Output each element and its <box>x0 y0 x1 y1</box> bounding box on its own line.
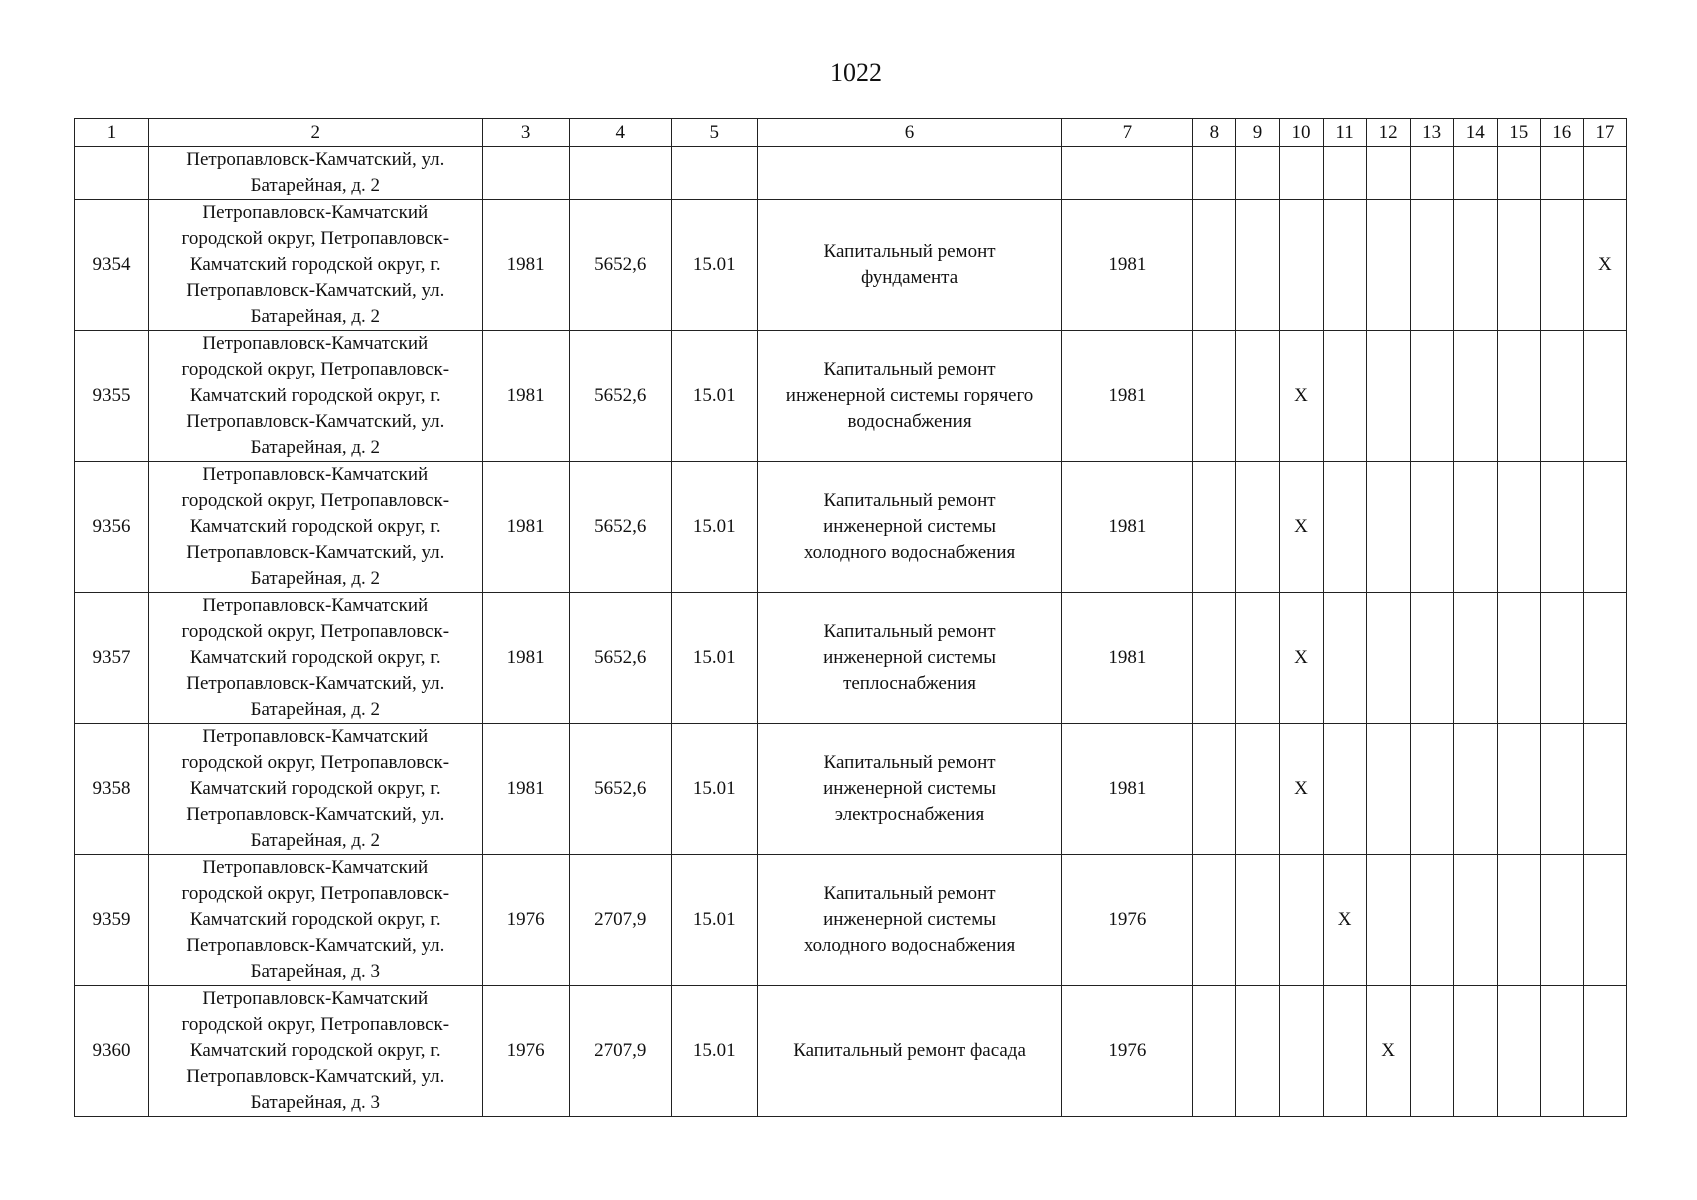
col-header-2: 2 <box>149 119 482 147</box>
cell-work-type: Капитальный ремонт фундамента <box>757 200 1061 331</box>
table-row <box>75 855 1627 986</box>
cell-mark-col-14 <box>1453 331 1497 462</box>
cell-mark-col-9 <box>1236 855 1279 986</box>
cell-year-built: 1981 <box>1062 200 1193 331</box>
cell-address: Петропавловск-Камчатский, ул. Батарейная, д. 2 <box>149 147 482 200</box>
cell-mark-col-10: X <box>1279 462 1323 593</box>
cell-mark-col-16 <box>1540 855 1583 986</box>
cell-id: 9355 <box>75 331 149 462</box>
col-header-3: 3 <box>482 119 569 147</box>
cell-empty <box>1062 147 1193 200</box>
col-header-15: 15 <box>1497 119 1540 147</box>
table-row <box>75 986 1627 1117</box>
cell-mark-col-14 <box>1453 986 1497 1117</box>
cell-code: 15.01 <box>671 855 757 986</box>
cell-mark-col-9 <box>1236 593 1279 724</box>
page-number: 1022 <box>830 58 882 87</box>
cell-empty <box>1583 147 1626 200</box>
repair-table <box>74 118 1627 1117</box>
cell-work-type: Капитальный ремонт инженерной системы электроснабжения <box>757 724 1061 855</box>
cell-address: Петропавловск-Камчатский городской округ, Петропавловск- Камчатский городской округ, г. Петропавловск-Камчатский, ул. Батарейная, д. 2 <box>149 462 482 593</box>
cell-mark-col-15 <box>1497 855 1540 986</box>
cell-mark-col-9 <box>1236 331 1279 462</box>
cell-year-built: 1976 <box>1062 986 1193 1117</box>
cell-id <box>75 147 149 200</box>
cell-area: 5652,6 <box>569 200 671 331</box>
col-header-12: 12 <box>1366 119 1410 147</box>
cell-mark-col-12 <box>1366 331 1410 462</box>
cell-empty <box>1453 147 1497 200</box>
cell-empty <box>1323 147 1366 200</box>
col-header-4: 4 <box>569 119 671 147</box>
cell-mark-col-14 <box>1453 593 1497 724</box>
cell-year: 1981 <box>482 331 569 462</box>
cell-mark-col-16 <box>1540 724 1583 855</box>
cell-area: 5652,6 <box>569 462 671 593</box>
col-header-11: 11 <box>1323 119 1366 147</box>
cell-mark-col-11 <box>1323 986 1366 1117</box>
cell-work-type: Капитальный ремонт инженерной системы горячего водоснабжения <box>757 331 1061 462</box>
cell-year-built: 1981 <box>1062 462 1193 593</box>
cell-mark-col-14 <box>1453 855 1497 986</box>
cell-empty <box>1279 147 1323 200</box>
cell-mark-col-17 <box>1583 593 1626 724</box>
cell-mark-col-17 <box>1583 986 1626 1117</box>
cell-mark-col-17: X <box>1583 200 1626 331</box>
cell-id: 9360 <box>75 986 149 1117</box>
cell-mark-col-9 <box>1236 462 1279 593</box>
cell-mark-col-15 <box>1497 331 1540 462</box>
col-header-8: 8 <box>1193 119 1236 147</box>
cell-mark-col-16 <box>1540 200 1583 331</box>
cell-mark-col-11: X <box>1323 855 1366 986</box>
cell-mark-col-14 <box>1453 724 1497 855</box>
col-header-6: 6 <box>757 119 1061 147</box>
cell-empty <box>671 147 757 200</box>
table-row <box>75 462 1627 593</box>
cell-mark-col-13 <box>1410 986 1453 1117</box>
table-row <box>75 593 1627 724</box>
cell-mark-col-8 <box>1193 462 1236 593</box>
cell-mark-col-11 <box>1323 331 1366 462</box>
cell-address: Петропавловск-Камчатский городской округ, Петропавловск- Камчатский городской округ, г. Петропавловск-Камчатский, ул. Батарейная, д. 3 <box>149 855 482 986</box>
cell-year-built: 1976 <box>1062 855 1193 986</box>
col-header-9: 9 <box>1236 119 1279 147</box>
cell-code: 15.01 <box>671 986 757 1117</box>
cell-mark-col-15 <box>1497 462 1540 593</box>
cell-mark-col-8 <box>1193 855 1236 986</box>
col-header-1: 1 <box>75 119 149 147</box>
cell-empty <box>757 147 1061 200</box>
cell-mark-col-11 <box>1323 593 1366 724</box>
cell-address: Петропавловск-Камчатский городской округ, Петропавловск- Камчатский городской округ, г. Петропавловск-Камчатский, ул. Батарейная, д. 2 <box>149 331 482 462</box>
cell-empty <box>1236 147 1279 200</box>
cell-mark-col-17 <box>1583 462 1626 593</box>
cell-year-built: 1981 <box>1062 331 1193 462</box>
table-body <box>75 147 1627 1117</box>
cell-mark-col-17 <box>1583 331 1626 462</box>
cell-mark-col-15 <box>1497 200 1540 331</box>
cell-code: 15.01 <box>671 331 757 462</box>
cell-mark-col-10 <box>1279 200 1323 331</box>
cell-address: Петропавловск-Камчатский городской округ, Петропавловск- Камчатский городской округ, г. Петропавловск-Камчатский, ул. Батарейная, д. 2 <box>149 200 482 331</box>
cell-area: 5652,6 <box>569 331 671 462</box>
cell-mark-col-8 <box>1193 200 1236 331</box>
col-header-10: 10 <box>1279 119 1323 147</box>
cell-mark-col-9 <box>1236 986 1279 1117</box>
cell-work-type: Капитальный ремонт инженерной системы холодного водоснабжения <box>757 855 1061 986</box>
cell-id: 9358 <box>75 724 149 855</box>
cell-code: 15.01 <box>671 462 757 593</box>
cell-mark-col-15 <box>1497 724 1540 855</box>
cell-year: 1981 <box>482 593 569 724</box>
table-header <box>75 119 1627 147</box>
cell-mark-col-8 <box>1193 724 1236 855</box>
cell-work-type: Капитальный ремонт фасада <box>757 986 1061 1117</box>
cell-mark-col-13 <box>1410 462 1453 593</box>
cell-mark-col-8 <box>1193 986 1236 1117</box>
cell-year: 1981 <box>482 462 569 593</box>
cell-mark-col-12 <box>1366 855 1410 986</box>
cell-address: Петропавловск-Камчатский городской округ, Петропавловск- Камчатский городской округ, г. Петропавловск-Камчатский, ул. Батарейная, д. 2 <box>149 724 482 855</box>
cell-empty <box>1540 147 1583 200</box>
cell-code: 15.01 <box>671 200 757 331</box>
cell-mark-col-15 <box>1497 986 1540 1117</box>
cell-empty <box>1410 147 1453 200</box>
cell-mark-col-8 <box>1193 331 1236 462</box>
cell-mark-col-10: X <box>1279 331 1323 462</box>
cell-mark-col-16 <box>1540 986 1583 1117</box>
cell-area: 2707,9 <box>569 986 671 1117</box>
cell-empty <box>1193 147 1236 200</box>
cell-code: 15.01 <box>671 593 757 724</box>
col-header-14: 14 <box>1453 119 1497 147</box>
cell-year: 1981 <box>482 200 569 331</box>
cell-address: Петропавловск-Камчатский городской округ, Петропавловск- Камчатский городской округ, г. Петропавловск-Камчатский, ул. Батарейная, д. 2 <box>149 593 482 724</box>
col-header-13: 13 <box>1410 119 1453 147</box>
cell-mark-col-11 <box>1323 200 1366 331</box>
cell-mark-col-10: X <box>1279 724 1323 855</box>
cell-mark-col-9 <box>1236 724 1279 855</box>
col-header-17: 17 <box>1583 119 1626 147</box>
cell-mark-col-14 <box>1453 462 1497 593</box>
cell-mark-col-12 <box>1366 462 1410 593</box>
cell-year: 1976 <box>482 855 569 986</box>
cell-mark-col-16 <box>1540 331 1583 462</box>
cell-area: 5652,6 <box>569 724 671 855</box>
cell-mark-col-16 <box>1540 593 1583 724</box>
cell-id: 9354 <box>75 200 149 331</box>
col-header-16: 16 <box>1540 119 1583 147</box>
cell-mark-col-10 <box>1279 986 1323 1117</box>
cell-work-type: Капитальный ремонт инженерной системы холодного водоснабжения <box>757 462 1061 593</box>
cell-mark-col-12 <box>1366 593 1410 724</box>
cell-mark-col-14 <box>1453 200 1497 331</box>
cell-mark-col-8 <box>1193 593 1236 724</box>
cell-mark-col-12 <box>1366 724 1410 855</box>
cell-year: 1976 <box>482 986 569 1117</box>
cell-mark-col-10: X <box>1279 593 1323 724</box>
cell-id: 9357 <box>75 593 149 724</box>
col-header-7: 7 <box>1062 119 1193 147</box>
cell-mark-col-13 <box>1410 331 1453 462</box>
cell-mark-col-15 <box>1497 593 1540 724</box>
cell-mark-col-10 <box>1279 855 1323 986</box>
cell-year-built: 1981 <box>1062 724 1193 855</box>
cell-mark-col-13 <box>1410 200 1453 331</box>
cell-mark-col-11 <box>1323 462 1366 593</box>
cell-mark-col-16 <box>1540 462 1583 593</box>
table-row <box>75 331 1627 462</box>
table-row <box>75 724 1627 855</box>
cell-code: 15.01 <box>671 724 757 855</box>
cell-area: 5652,6 <box>569 593 671 724</box>
cell-mark-col-12: X <box>1366 986 1410 1117</box>
cell-empty <box>1497 147 1540 200</box>
cell-mark-col-13 <box>1410 855 1453 986</box>
cell-id: 9356 <box>75 462 149 593</box>
cell-mark-col-12 <box>1366 200 1410 331</box>
cell-year: 1981 <box>482 724 569 855</box>
cell-mark-col-13 <box>1410 724 1453 855</box>
cell-empty <box>482 147 569 200</box>
cell-empty <box>569 147 671 200</box>
cell-address: Петропавловск-Камчатский городской округ, Петропавловск- Камчатский городской округ, г. Петропавловск-Камчатский, ул. Батарейная, д. 3 <box>149 986 482 1117</box>
cell-work-type: Капитальный ремонт инженерной системы теплоснабжения <box>757 593 1061 724</box>
cell-mark-col-11 <box>1323 724 1366 855</box>
cell-area: 2707,9 <box>569 855 671 986</box>
cell-mark-col-17 <box>1583 724 1626 855</box>
cell-year-built: 1981 <box>1062 593 1193 724</box>
cell-mark-col-17 <box>1583 855 1626 986</box>
continuation-row <box>75 147 1627 200</box>
cell-id: 9359 <box>75 855 149 986</box>
cell-mark-col-9 <box>1236 200 1279 331</box>
col-header-5: 5 <box>671 119 757 147</box>
cell-mark-col-13 <box>1410 593 1453 724</box>
cell-empty <box>1366 147 1410 200</box>
table-row <box>75 200 1627 331</box>
